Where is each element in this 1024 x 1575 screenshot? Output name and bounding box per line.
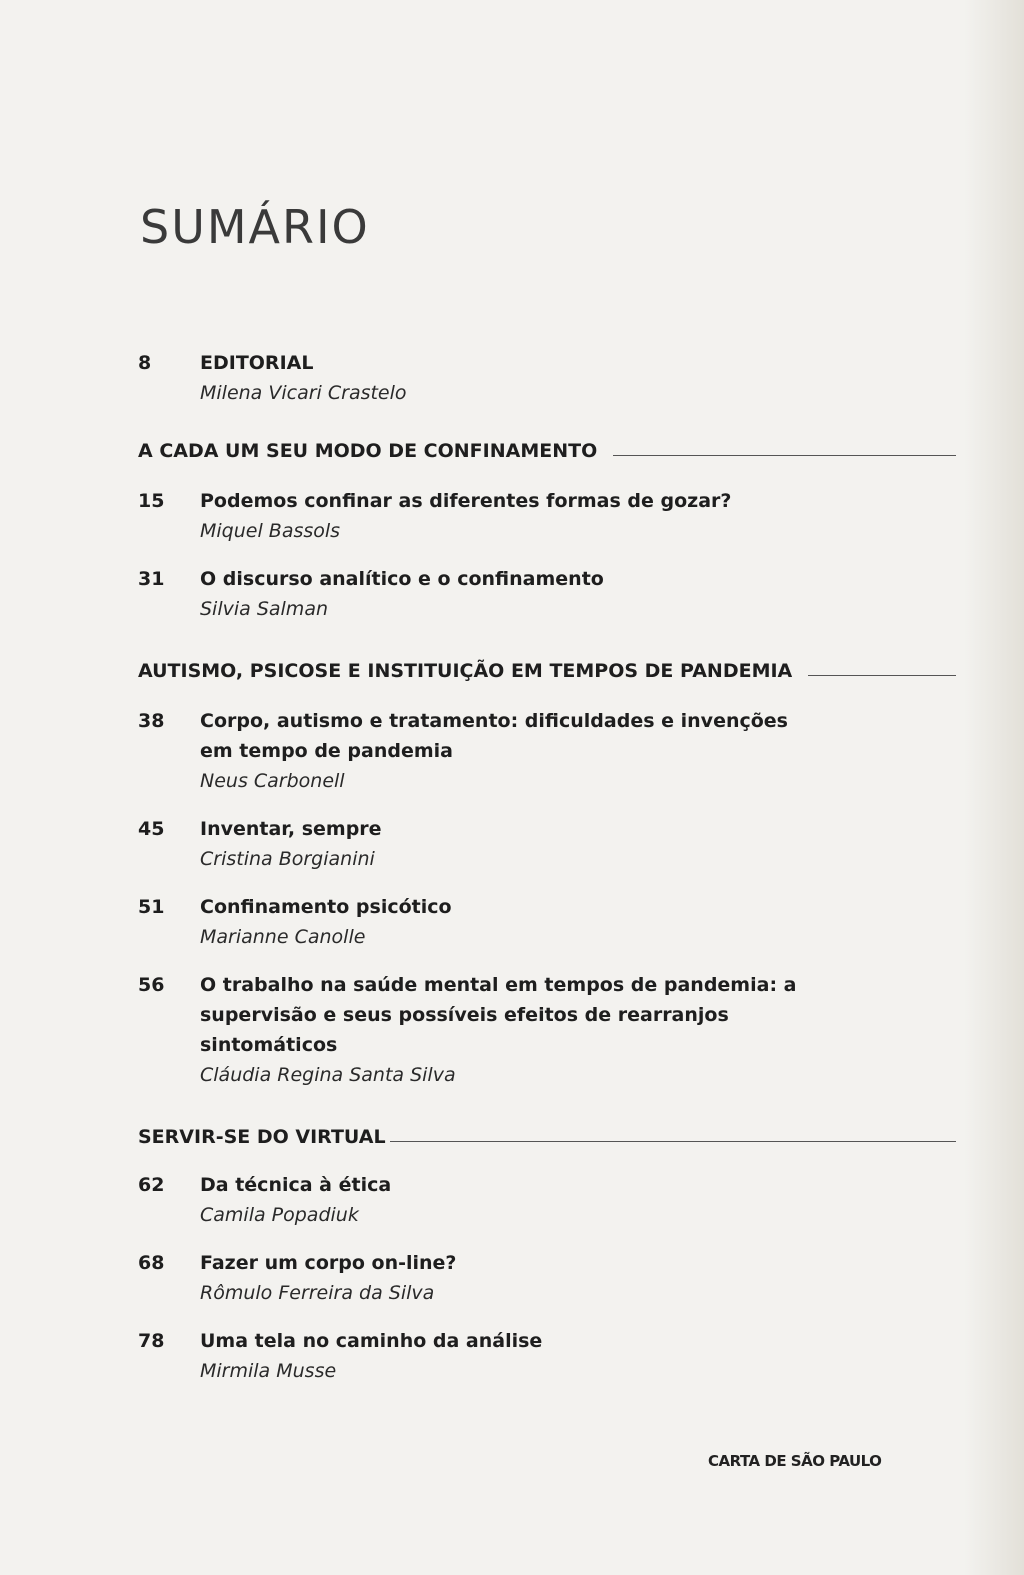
entry-title: O trabalho na saúde mental em tempos de pandemia: a supervisão e seus possíveis efeitos de rearranjos sintomáticos <box>200 974 797 1056</box>
entry-page-number: 51 <box>138 896 165 918</box>
entry-author: Rômulo Ferreira da Silva <box>200 1282 435 1304</box>
section-rule <box>808 675 956 676</box>
entry-page-number: 68 <box>138 1252 165 1274</box>
section-title: SERVIR-SE DO VIRTUAL <box>138 1126 386 1148</box>
page-edge-shadow <box>964 0 1024 1575</box>
entry-page-number: 62 <box>138 1174 165 1196</box>
section-header-confinamento <box>138 440 956 462</box>
section-rule <box>390 1141 956 1142</box>
section-rule <box>613 455 956 456</box>
entry-page-number: 45 <box>138 818 165 840</box>
entry-author: Silvia Salman <box>200 598 328 620</box>
entry-title: EDITORIAL <box>200 352 314 374</box>
entry-title: Podemos confinar as diferentes formas de gozar? <box>200 490 732 512</box>
entry-page-number: 31 <box>138 568 165 590</box>
entry-author: Cristina Borgianini <box>200 848 375 870</box>
entry-page-number: 38 <box>138 710 165 732</box>
entry-title: O discurso analítico e o confinamento <box>200 568 604 590</box>
entry-author: Marianne Canolle <box>200 926 366 948</box>
entry-author: Cláudia Regina Santa Silva <box>200 1064 456 1086</box>
entry-author: Neus Carbonell <box>200 770 345 792</box>
entry-title: Fazer um corpo on-line? <box>200 1252 457 1274</box>
entry-title: Da técnica à ética <box>200 1174 392 1196</box>
publication-footer: CARTA DE SÃO PAULO <box>708 1452 882 1470</box>
entry-page-number: 56 <box>138 974 165 996</box>
entry-page-number: 8 <box>138 352 152 374</box>
entry-title: Inventar, sempre <box>200 818 382 840</box>
entry-author: Mirmila Musse <box>200 1360 337 1382</box>
entry-author: Miquel Bassols <box>200 520 341 542</box>
entry-page-number: 15 <box>138 490 165 512</box>
entry-author: Milena Vicari Crastelo <box>200 382 407 404</box>
entry-page-number: 78 <box>138 1330 165 1352</box>
entry-author: Camila Popadiuk <box>200 1204 359 1226</box>
entry-title: Confinamento psicótico <box>200 896 452 918</box>
section-title: AUTISMO, PSICOSE E INSTITUIÇÃO EM TEMPOS DE PANDEMIA <box>138 660 793 682</box>
section-header-autismo <box>138 660 956 682</box>
section-title: A CADA UM SEU MODO DE CONFINAMENTO <box>138 440 598 462</box>
entry-title: Corpo, autismo e tratamento: dificuldades e invenções em tempo de pandemia <box>200 710 788 762</box>
section-header-virtual <box>138 1126 956 1148</box>
entry-title: Uma tela no caminho da análise <box>200 1330 543 1352</box>
page-title: SUMÁRIO <box>140 200 370 254</box>
